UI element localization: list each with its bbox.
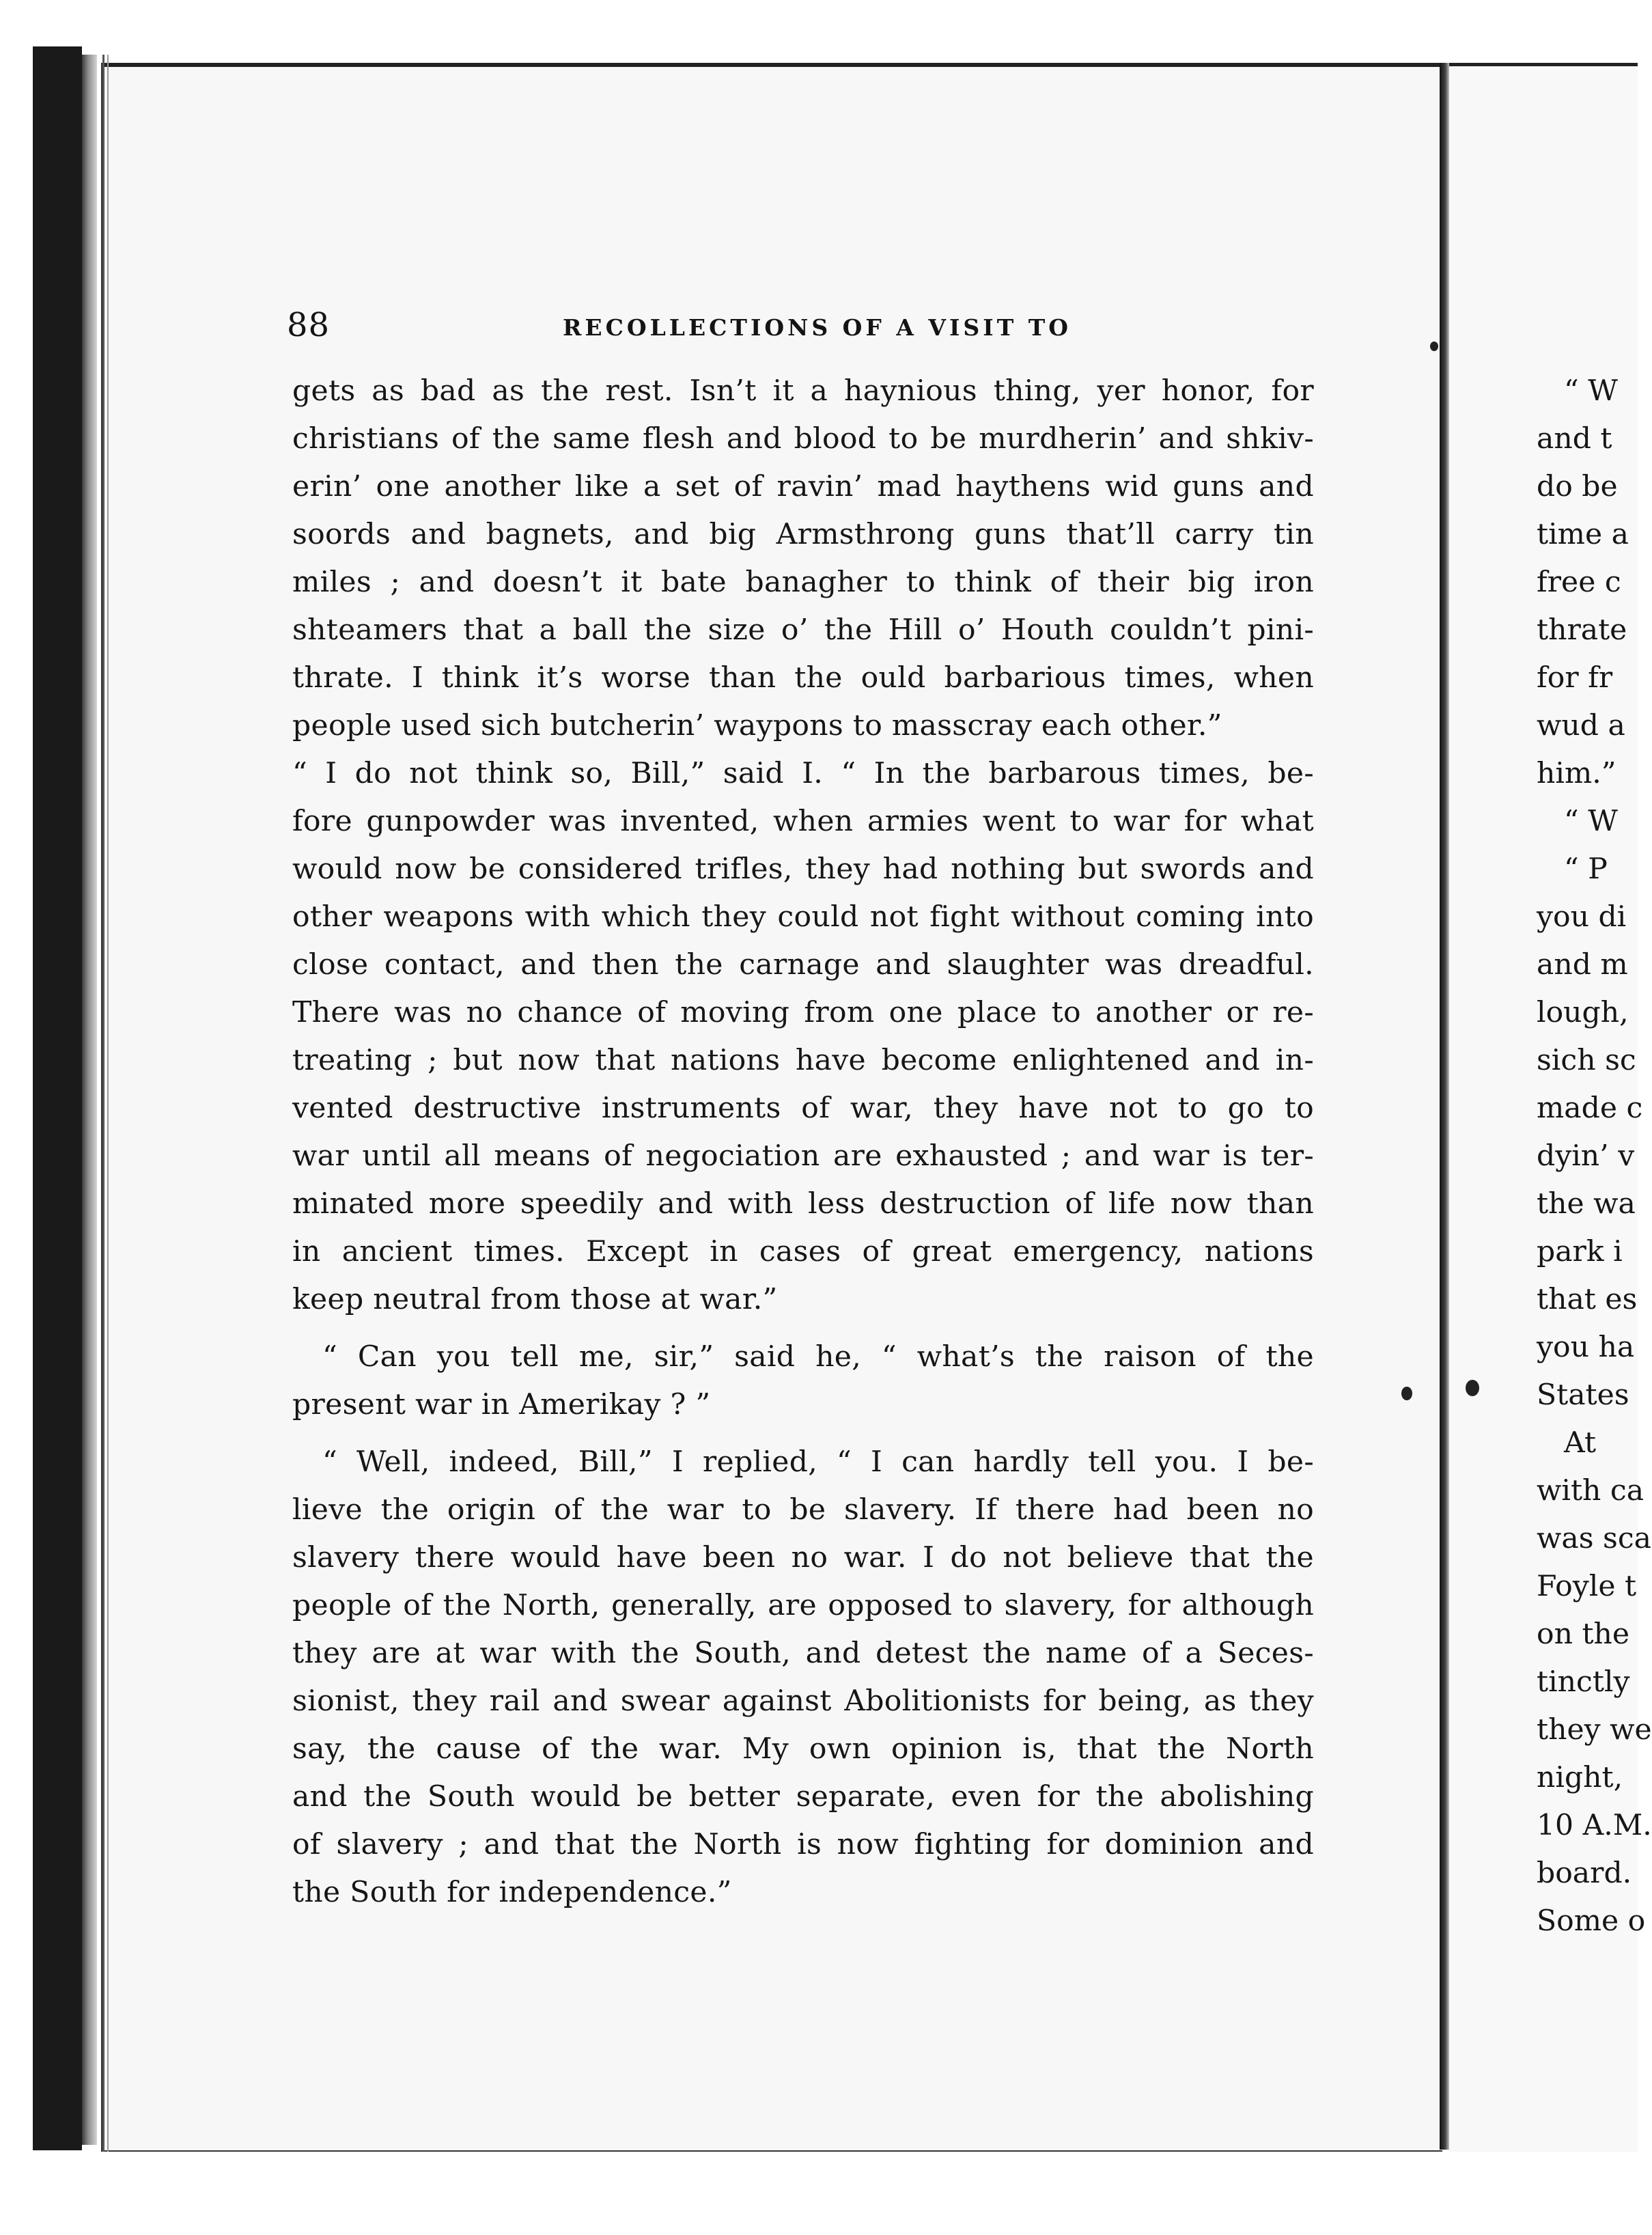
text-line: shteamers that a ball the size o’ the Hill o’ Houth couldn’t pini- (292, 613, 1314, 647)
text-line: “ Well, indeed, Bill,” I replied, “ I can hardly tell you. I be- (322, 1445, 1314, 1479)
fragment-line: 10 A.M. (1537, 1809, 1652, 1842)
right-page-text-fragment (1537, 367, 1652, 1945)
fragment-line: and m (1537, 948, 1628, 982)
text-line: present war in Amerikay ? ” (292, 1388, 711, 1421)
text-line: people of the North, generally, are opposed to slavery, for although (292, 1589, 1314, 1622)
text-line: the South for independence.” (292, 1876, 732, 1909)
ink-speck (1401, 1387, 1412, 1400)
text-line: christians of the same flesh and blood to be murdherin’ and shkiv- (292, 422, 1314, 456)
running-head (287, 306, 1270, 347)
page-edge (102, 55, 109, 2158)
fragment-line: was sca (1537, 1522, 1651, 1555)
fragment-line: tinctly (1537, 1665, 1630, 1699)
text-line: thrate. I think it’s worse than the ould barbarious times, when (292, 661, 1314, 695)
fragment-line: him.” (1537, 757, 1616, 790)
fragment-line: Foyle t (1537, 1570, 1637, 1603)
fragment-line: night, (1537, 1761, 1623, 1794)
fragment-line: and t (1537, 422, 1612, 456)
text-line: fore gunpowder was invented, when armies went to war for what (292, 805, 1314, 838)
fragment-line: that es (1537, 1283, 1638, 1316)
scan-margin (0, 2152, 1638, 2235)
fragment-line: park i (1537, 1235, 1623, 1268)
fragment-line: wud a (1537, 709, 1625, 742)
fragment-line: you ha (1537, 1331, 1635, 1364)
ink-speck (1430, 342, 1438, 351)
text-line: people used sich butcherin’ waypons to masscray each other.” (292, 709, 1222, 742)
fragment-line: they we (1537, 1713, 1652, 1747)
fragment-line: sich sc (1537, 1044, 1636, 1077)
fragment-line: you di (1537, 900, 1627, 934)
text-line: slavery there would have been no war. I do not believe that the (292, 1541, 1314, 1574)
text-line: of slavery ; and that the North is now fighting for dominion and (292, 1828, 1314, 1861)
fragment-line: the wa (1537, 1187, 1636, 1221)
text-line: other weapons with which they could not fight without coming into (292, 900, 1314, 934)
text-line: and the South would be better separate, even for the abolishing (292, 1780, 1314, 1814)
text-line: There was no chance of moving from one place to another or re- (292, 996, 1314, 1029)
fragment-line: time a (1537, 518, 1629, 551)
fragment-line: free c (1537, 566, 1621, 599)
fragment-line: “ P (1564, 852, 1608, 886)
fragment-line: with ca (1537, 1474, 1644, 1508)
book-binding (33, 46, 82, 2150)
fragment-line: on the (1537, 1618, 1630, 1651)
text-line: treating ; but now that nations have become enlightened and in- (292, 1044, 1314, 1077)
page-gutter (1440, 63, 1449, 2150)
fragment-line: Some o (1537, 1904, 1646, 1938)
fragment-line: made c (1537, 1092, 1643, 1125)
fragment-line: “ W (1564, 374, 1618, 408)
fragment-line: board. (1537, 1857, 1632, 1890)
fragment-line: thrate (1537, 613, 1627, 647)
text-line: miles ; and doesn’t it bate banagher to think of their big iron (292, 566, 1314, 599)
body-text (292, 367, 1314, 1917)
page-number: 88 (287, 306, 331, 344)
text-line: would now be considered trifles, they had nothing but swords and (292, 852, 1314, 886)
text-line: erin’ one another like a set of ravin’ mad haythens wid guns and (292, 470, 1314, 503)
fragment-line: At (1564, 1426, 1597, 1460)
text-line: war until all means of negociation are exhausted ; and war is ter- (292, 1139, 1314, 1173)
text-line: sionist, they rail and swear against Abolitionists for being, as they (292, 1684, 1314, 1718)
text-line: close contact, and then the carnage and slaughter was dreadful. (292, 948, 1314, 982)
fragment-line: dyin’ v (1537, 1139, 1635, 1173)
text-line: say, the cause of the war. My own opinion is, that the North (292, 1732, 1314, 1766)
text-line: keep neutral from those at war.” (292, 1283, 778, 1316)
text-line: they are at war with the South, and detest the name of a Seces- (292, 1637, 1314, 1670)
ink-speck (1466, 1380, 1479, 1396)
text-line: lieve the origin of the war to be slavery. If there had been no (292, 1493, 1314, 1527)
fragment-line: do be (1537, 470, 1618, 503)
text-line: “ I do not think so, Bill,” said I. “ In the barbarous times, be- (292, 757, 1314, 790)
text-line: soords and bagnets, and big Armsthrong guns that’ll carry tin (292, 518, 1314, 551)
text-line: minated more speedily and with less destruction of life now than (292, 1187, 1314, 1221)
text-line: “ Can you tell me, sir,” said he, “ what’s the raison of the (322, 1340, 1314, 1374)
text-line: in ancient times. Except in cases of great emergency, nations (292, 1235, 1314, 1268)
text-line: gets as bad as the rest. Isn’t it a haynious thing, yer honor, for (292, 374, 1314, 408)
text-line: vented destructive instruments of war, they have not to go to (292, 1092, 1314, 1125)
binding-shadow (82, 55, 97, 2145)
fragment-line: lough, (1537, 996, 1629, 1029)
fragment-line: States (1537, 1378, 1629, 1412)
fragment-line: “ W (1564, 805, 1618, 838)
fragment-line: for fr (1537, 661, 1613, 695)
running-title: RECOLLECTIONS OF A VISIT TO (563, 314, 1072, 341)
